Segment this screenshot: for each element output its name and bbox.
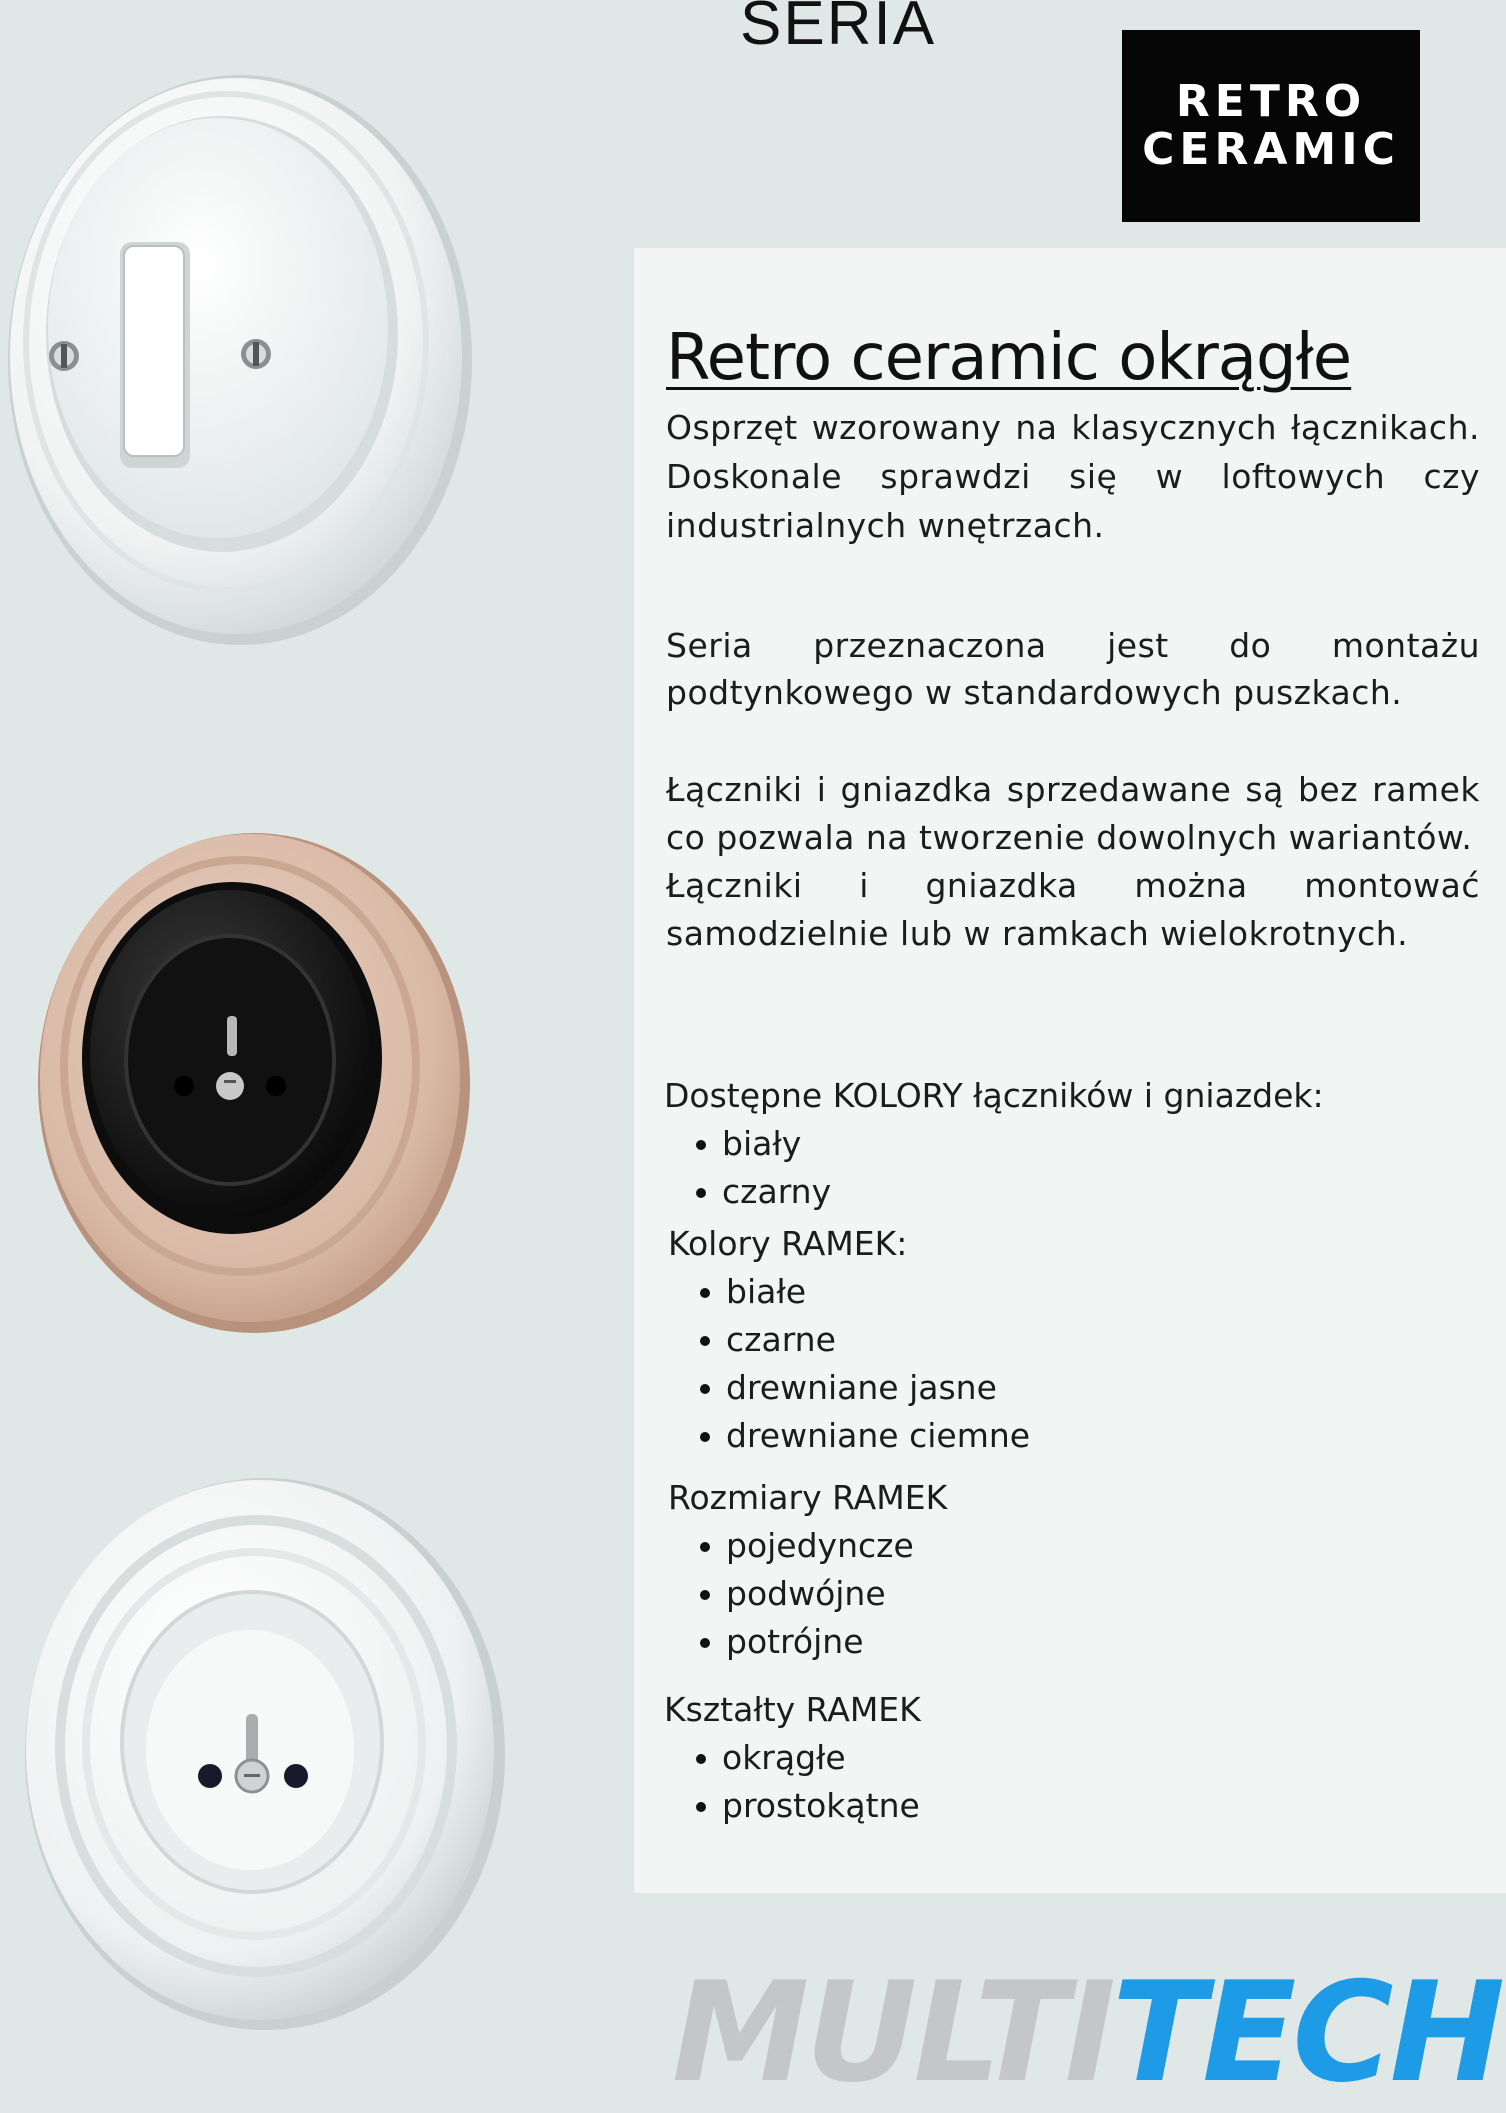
list-item: podwójne — [726, 1570, 947, 1618]
white-socket-image — [20, 1474, 530, 2034]
available-colors-list — [664, 1120, 1324, 1216]
list-item: potrójne — [726, 1618, 947, 1666]
frame-colors-list — [668, 1268, 1030, 1460]
frames-paragraph-line1: Łączniki i gniazdka sprzedawane są bez ramek co pozwala na tworzenie dowolnych wariantów. — [666, 770, 1480, 857]
brand-logo — [1122, 30, 1420, 222]
series-title: SERIA — [740, 0, 937, 58]
multitech-logo — [672, 1952, 1502, 2113]
list-item: czarny — [722, 1168, 1324, 1216]
frames-paragraph — [666, 766, 1480, 958]
available-colors-section — [664, 1072, 1324, 1216]
black-socket-wood-frame-image — [34, 828, 474, 1338]
brand-logo-line2: CERAMIC — [1142, 124, 1400, 175]
mounting-paragraph: Seria przeznaczona jest do montażu podtynkowego w standardowych puszkach. — [666, 626, 1480, 712]
page-title: Retro ceramic okrągłe — [666, 320, 1352, 395]
frame-shapes-label: Kształty RAMEK — [664, 1690, 921, 1729]
list-item: biały — [722, 1120, 1324, 1168]
frame-sizes-label: Rozmiary RAMEK — [668, 1478, 948, 1517]
available-colors-label: Dostępne KOLORY łączników i gniazdek: — [664, 1076, 1324, 1115]
list-item: drewniane ciemne — [726, 1412, 1030, 1460]
white-switch-image — [0, 70, 480, 670]
frame-sizes-section — [668, 1474, 947, 1666]
list-item: drewniane jasne — [726, 1364, 1030, 1412]
list-item: okrągłe — [722, 1734, 921, 1782]
frame-colors-section — [668, 1220, 1030, 1460]
frame-sizes-list — [668, 1522, 947, 1666]
frames-paragraph-line2: Łączniki i gniazdka można montować samodzielnie lub w ramkach wielokrotnych. — [666, 866, 1480, 953]
list-item: białe — [726, 1268, 1030, 1316]
intro-paragraph: Osprzęt wzorowany na klasycznych łącznikach. Doskonale sprawdzi się w loftowych czy industrialnych wnętrzach. — [666, 408, 1480, 545]
frame-shapes-list — [664, 1734, 921, 1830]
frame-shapes-section — [664, 1686, 921, 1830]
list-item: pojedyncze — [726, 1522, 947, 1570]
list-item: prostokątne — [722, 1782, 921, 1830]
brand-logo-line1: RETRO — [1175, 76, 1367, 127]
frame-colors-label: Kolory RAMEK: — [668, 1224, 908, 1263]
multitech-logo-part2: TECH — [1111, 1952, 1502, 2113]
multitech-logo-part1: MULTI — [672, 1952, 1112, 2113]
list-item: czarne — [726, 1316, 1030, 1364]
